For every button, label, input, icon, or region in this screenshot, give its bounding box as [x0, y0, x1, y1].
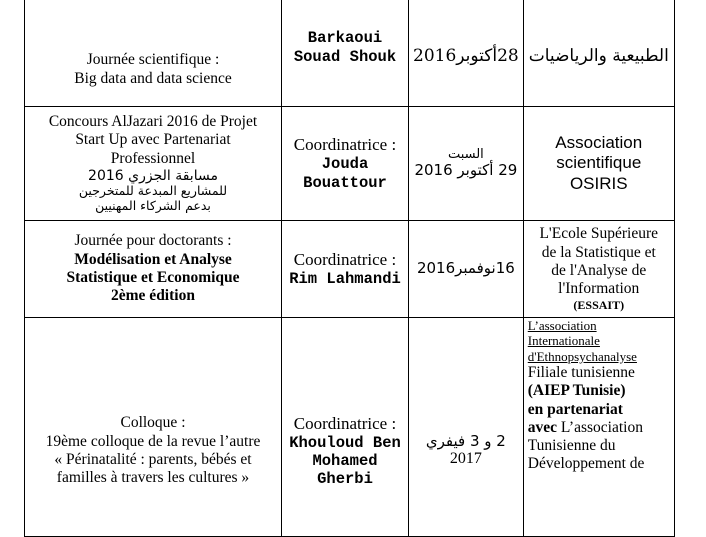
organizer-cell: [523, 318, 674, 537]
organizer-name: Développement de: [527, 455, 645, 473]
date-cell: [409, 107, 524, 221]
coordinator-name: Mohamed: [312, 451, 378, 470]
organizer-cell: [523, 0, 674, 107]
organizer-name: Internationale: [527, 333, 600, 349]
event-cell: [25, 318, 282, 537]
organizer-name: l'Information: [558, 280, 640, 298]
coordinator-name: Souad Shouk: [293, 47, 397, 66]
table-row: [25, 107, 675, 221]
organizer-name: de la Statistique et: [541, 243, 656, 261]
organizer-name: L’association: [527, 318, 597, 333]
event-date: 29 أكتوبر 2016: [414, 161, 518, 180]
organizer-name: de l'Analyse de: [551, 261, 647, 279]
events-table: [24, 0, 675, 537]
event-title-line: Start Up avec Partenariat: [75, 131, 231, 149]
event-title-line: Statistique et Economique: [66, 269, 240, 286]
event-title-line: familles à travers les cultures »: [56, 469, 250, 487]
event-title-line: Concours AlJazari 2016 de Projet: [48, 113, 258, 131]
event-cell: [25, 0, 282, 107]
table-row: [25, 318, 675, 537]
event-date: 2 و 3 فيفري: [425, 431, 506, 450]
table-row: [25, 221, 675, 318]
event-title-line: Professionnel: [110, 149, 196, 167]
coordinator-cell: [282, 318, 409, 537]
organizer-name: d'Ethnopsychanalyse: [527, 348, 637, 364]
event-title-line: 19ème colloque de la revue l’autre: [45, 432, 261, 450]
coordinator-cell: [282, 221, 409, 318]
event-title-line: Modélisation et Analyse: [74, 250, 232, 268]
event-title-arabic: بدعم الشركاء المهنيين: [95, 198, 211, 214]
coordinator-name-part: Barkaoui: [307, 29, 383, 48]
organizer-name: L’association: [557, 418, 643, 436]
event-day: السبت: [447, 146, 484, 162]
event-title-line: 2ème édition: [111, 287, 195, 305]
coordinator-label: Coordinatrice :: [293, 249, 397, 269]
coordinator-label: Coordinatrice :: [293, 413, 397, 433]
event-date: 16نوفمبر2016: [416, 259, 515, 278]
organizer-name: scientifique: [556, 153, 642, 173]
event-year: 2017: [449, 450, 482, 468]
event-title-arabic: مسابقة الجزري 2016: [88, 167, 218, 184]
coordinator-name: Rim Lahmandi: [289, 269, 401, 288]
event-type: Journée pour doctorants :: [74, 232, 232, 250]
organizer-name: الطبيعية والرياضيات: [528, 45, 669, 66]
event-type: Colloque :: [120, 414, 186, 432]
date-cell: [409, 0, 524, 107]
organizer-partnership: en partenariat: [527, 400, 623, 418]
event-cell: [25, 221, 282, 318]
organizer-abbreviation: (AIEP Tunisie): [527, 382, 626, 400]
coordinator-cell: [282, 0, 409, 107]
date-cell: [409, 318, 524, 537]
coordinator-name: Jouda: [321, 155, 369, 174]
organizer-name: L'Ecole Supérieure: [539, 225, 659, 243]
coordinator-name: Khouloud Ben: [289, 433, 401, 452]
coordinator-label: Coordinatrice :: [293, 135, 397, 155]
organizer-name: Filiale tunisienne: [527, 363, 635, 381]
organizer-name: OSIRIS: [569, 173, 628, 193]
table-row: [25, 0, 675, 107]
organizer-name: Association: [555, 133, 643, 153]
coordinator-name: Bouattour: [303, 173, 387, 192]
date-cell: [409, 221, 524, 318]
organizer-abbreviation: (ESSAIT): [573, 298, 625, 313]
organizer-name: Tunisienne du: [527, 437, 616, 455]
coordinator-name: Gherbi: [317, 470, 373, 489]
event-title-line: « Périnatalité : parents, bébés et: [54, 451, 252, 468]
organizer-partnership: avec: [527, 418, 558, 436]
event-date: 28أكتوبر2016: [413, 45, 519, 66]
event-title-arabic: للمشاريع المبدعة للمتخرجين: [78, 183, 228, 199]
organizer-cell: [523, 107, 674, 221]
event-title: Big data and data science: [74, 69, 232, 87]
organizer-cell: [523, 221, 674, 318]
event-cell: [25, 107, 282, 221]
event-type: Journée scientifique :: [86, 51, 220, 69]
coordinator-cell: [282, 107, 409, 221]
